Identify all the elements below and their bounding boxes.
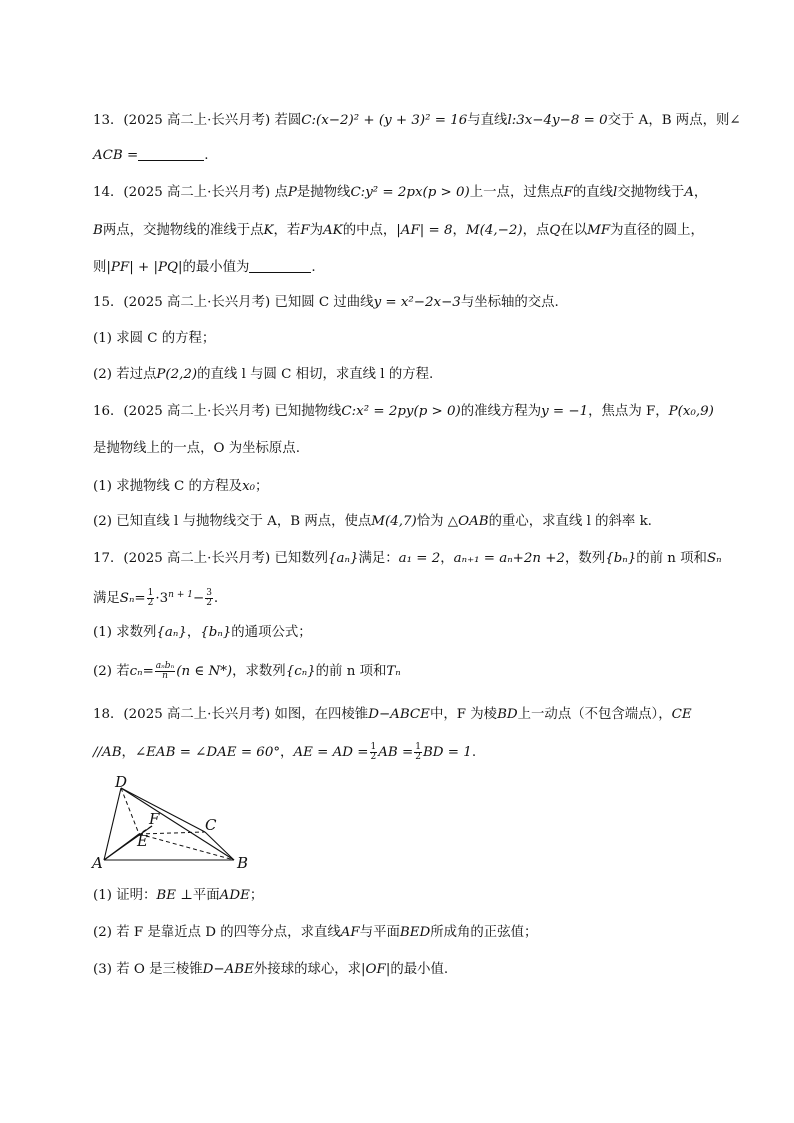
q14-point-b: B — [93, 223, 103, 238]
q16-text: 是抛物线上的一点，O 为坐标原点. — [93, 441, 300, 456]
q17-line2 — [93, 586, 218, 608]
fraction-denominator: 2 — [415, 752, 421, 762]
q17-eq: = — [134, 591, 146, 606]
q15-stem — [93, 294, 559, 312]
q18-plane-ade: ADE — [219, 888, 250, 903]
q18-text: 外接球的球心，求 — [253, 962, 362, 977]
q18-line-af: AF — [340, 925, 360, 940]
q15-text: (2) 若过点 — [93, 367, 157, 382]
q17-a1: a₁ = 2 — [398, 551, 441, 566]
q17-text: 的前 n 项和 — [315, 664, 387, 679]
q16-part2 — [93, 513, 652, 531]
q16-x0: x₀ — [242, 479, 256, 494]
label-c: C — [205, 816, 217, 834]
q17-text: . — [213, 591, 219, 606]
edge-dc — [121, 788, 205, 832]
q18-text: 18．(2025 高二上·长兴月考) 如图，在四棱锥 — [93, 707, 369, 722]
q18-edge-bd: BD — [497, 707, 518, 722]
q16-text: 的重心，求直线 l 的斜率 k. — [488, 514, 652, 529]
fraction-denominator: 2 — [206, 598, 212, 608]
q17-seq-a: {aₙ} — [156, 625, 187, 640]
q18-bd: BD = 1 — [422, 745, 472, 760]
q18-text: ， — [121, 745, 135, 760]
q17-text: 满足 — [93, 591, 120, 606]
fraction-numerator: aₙbₙ — [155, 661, 175, 671]
q14-text: 的最小值为 — [182, 260, 250, 275]
q14-line2 — [93, 222, 704, 240]
q17-recurrence: aₙ₊₁ = aₙ+2n +2 — [453, 551, 566, 566]
q17-part2 — [93, 662, 401, 681]
q14-segment-ak: AK — [323, 223, 343, 238]
q17-text: 的通项公式； — [231, 625, 312, 640]
q14-point-p: P — [287, 185, 297, 200]
q13-line-eq: l:3x−4y−8 = 0 — [507, 113, 608, 128]
q17-text: ，求数列 — [232, 664, 286, 679]
q14-text: ，若 — [273, 223, 301, 238]
q17-cn-fraction — [155, 662, 175, 681]
q18-eq1: AE = AD = — [293, 745, 369, 760]
q13-angle: ACB = — [93, 148, 139, 163]
q18-text: 平面 — [192, 888, 220, 903]
q18-text: ； — [249, 888, 264, 903]
q14-line-l: l — [612, 185, 618, 200]
q14-segment-mf: MF — [587, 223, 611, 238]
q16-text: ； — [255, 479, 269, 494]
q14-point-q: Q — [549, 223, 561, 238]
q18-part2 — [93, 924, 537, 942]
q14-focus-f: F — [300, 223, 310, 238]
q14-text: ， — [693, 185, 708, 200]
q17-text: ， — [186, 625, 201, 640]
q15-text: 与坐标轴的交点. — [460, 295, 559, 310]
q18-text: 中，F 为棱 — [429, 707, 498, 722]
q14-line1 — [93, 184, 707, 202]
q17-sn: Sₙ — [706, 551, 722, 566]
q16-text: (1) 求抛物线 C 的方程及 — [93, 479, 243, 494]
q15-curve-eq: y = x²−2x−3 — [373, 295, 461, 310]
q17-text: (2) 若 — [93, 664, 130, 679]
q17-sn: Sₙ — [119, 591, 135, 606]
q13-prefix: 13．(2025 高二上·长兴月考) 若圆 — [93, 113, 302, 128]
q13-circle-eq: C:(x−2)² + (y + 3)² = 16 — [301, 113, 468, 128]
q18-half-fraction — [414, 743, 422, 762]
q18-text: 的最小值. — [390, 962, 449, 977]
q18-text: . — [471, 745, 477, 760]
q18-text: 上一动点（不包含端点）， — [517, 707, 672, 722]
label-a: A — [92, 854, 103, 872]
q17-seq-b: {bₙ} — [605, 551, 637, 566]
q14-text: 在以 — [560, 223, 588, 238]
q14-point-k: K — [263, 223, 274, 238]
q18-pyramid: D−ABCE — [368, 707, 430, 722]
q15-text: 15．(2025 高二上·长兴月考) 已知圆 C 过曲线 — [93, 295, 374, 310]
edge-de-dashed — [121, 788, 139, 834]
q17-text: ， — [440, 551, 454, 566]
q17-line1 — [93, 550, 722, 568]
q18-text: (2) 若 F 是靠近点 D 的四等分点，求直线 — [93, 925, 341, 940]
q14-text: 的中点， — [342, 223, 397, 238]
q17-text: (1) 求数列 — [93, 625, 157, 640]
q18-ab: AB = — [378, 745, 414, 760]
q14-point-a: A — [684, 185, 694, 200]
label-f: F — [149, 810, 160, 828]
q14-target-expr: |PF| + |PQ| — [106, 260, 183, 275]
q13-line2 — [93, 147, 209, 165]
q16-text: 恰为 △ — [416, 514, 459, 529]
q16-text: 的准线方程为 — [460, 404, 542, 419]
q18-half-fraction — [370, 743, 378, 762]
q14-text: 14．(2025 高二上·长兴月考) 点 — [93, 185, 288, 200]
q17-text: 17．(2025 高二上·长兴月考) 已知数列 — [93, 551, 329, 566]
q18-plane-bed: BED — [399, 925, 431, 940]
q16-triangle-oab: OAB — [458, 514, 489, 529]
q16-line2 — [93, 440, 300, 458]
q15-part1-text: (1) 求圆 C 的方程； — [93, 331, 216, 346]
fraction-numerator: 3 — [206, 588, 212, 598]
q13-end: . — [204, 148, 209, 163]
q14-parabola-eq: C:y² = 2px(p > 0) — [350, 185, 470, 200]
q16-text: ，焦点为 F， — [588, 404, 669, 419]
q18-edge-ce: CE — [671, 707, 692, 722]
q14-af-value: |AF| = 8 — [396, 223, 453, 238]
q17-minus: − — [192, 591, 205, 606]
q14-text: 为直径的圆上， — [610, 223, 704, 238]
q18-part3 — [93, 961, 448, 979]
q18-angles: ∠EAB = ∠DAE = 60° — [134, 745, 281, 760]
q18-pyramid-dabe: D−ABE — [202, 962, 254, 977]
q13-answer-blank — [138, 148, 204, 161]
q17-text: 的前 n 项和 — [636, 551, 707, 566]
q18-parallel: //AB — [93, 745, 122, 760]
fraction-denominator: 2 — [370, 752, 377, 762]
q14-text: ， — [452, 223, 466, 238]
q18-text: ， — [280, 745, 294, 760]
q15-text: 的直线 l 与圆 C 相切，求直线 l 的方程. — [197, 367, 434, 382]
q14-answer-blank — [249, 260, 311, 273]
q18-text: (3) 若 O 是三棱锥 — [93, 962, 203, 977]
edge-cb — [205, 832, 234, 860]
q17-text: 满足： — [358, 551, 399, 566]
q18-part1 — [93, 887, 263, 905]
label-d: D — [115, 774, 128, 791]
q17-cn: cₙ — [129, 664, 143, 679]
pyramid-figure — [88, 774, 258, 874]
q17-power-exp: n + 1 — [168, 590, 193, 600]
q14-text: . — [311, 260, 316, 275]
q17-power-base: 3 — [159, 591, 169, 606]
q14-point-m: M(4,−2) — [465, 223, 523, 238]
q16-point-p: P(x₀,9) — [668, 404, 714, 419]
q17-three-halves — [205, 589, 213, 608]
q17-seq-a: {aₙ} — [328, 551, 359, 566]
label-e: E — [137, 832, 148, 850]
q17-eq: = — [142, 664, 154, 679]
q14-text: 交抛物线于 — [617, 185, 685, 200]
q16-parabola-eq: C:x² = 2py(p > 0) — [341, 404, 461, 419]
q14-text: 的直线 — [572, 185, 613, 200]
q14-line3 — [93, 259, 316, 277]
q16-line1 — [93, 403, 714, 421]
fraction-numerator: 1 — [147, 588, 154, 598]
q14-focus-f: F — [563, 185, 573, 200]
q14-text: 为 — [309, 223, 324, 238]
q18-line1 — [93, 706, 692, 724]
q16-point-m: M(4,7) — [371, 514, 417, 529]
q15-part1 — [93, 330, 215, 348]
q17-text: ，数列 — [565, 551, 606, 566]
q17-condition: (n ∈ N*) — [176, 664, 233, 679]
q16-part1 — [93, 478, 268, 496]
fraction-numerator: 1 — [370, 742, 377, 752]
q16-text: (2) 已知直线 l 与抛物线交于 A，B 两点，使点 — [93, 514, 372, 529]
q14-text: 上一点，过焦点 — [469, 185, 564, 200]
q13-mid: 与直线 — [467, 113, 508, 128]
label-b: B — [237, 854, 249, 872]
q17-tn: Tₙ — [386, 664, 401, 679]
q13-suffix: 交于 A，B 两点，则∠ — [607, 113, 741, 128]
q18-text: (1) 证明： — [93, 888, 157, 903]
q14-text: 两点，交抛物线的准线于点 — [102, 223, 264, 238]
q17-seq-c: {cₙ} — [285, 664, 316, 679]
fraction-numerator: 1 — [415, 742, 421, 752]
q18-be-perp: BE ⊥ — [156, 888, 193, 903]
q13-line1 — [93, 112, 741, 130]
q18-line2 — [93, 743, 476, 762]
q16-text: 16．(2025 高二上·长兴月考) 已知抛物线 — [93, 404, 342, 419]
q18-text: 所成角的正弦值； — [430, 925, 538, 940]
q18-of: |OF| — [361, 962, 391, 977]
q14-text: 是抛物线 — [296, 185, 351, 200]
q17-half-fraction — [147, 589, 155, 608]
q17-seq-b: {bₙ} — [200, 625, 232, 640]
q18-text: 与平面 — [359, 925, 400, 940]
q17-part1 — [93, 624, 312, 642]
q17-dot: · — [155, 591, 160, 606]
q15-point-p: P(2,2) — [156, 367, 198, 382]
q14-text: ，点 — [522, 223, 550, 238]
q16-directrix: y = −1 — [541, 404, 589, 419]
edge-ec-dashed — [139, 832, 205, 834]
fraction-denominator: n — [162, 671, 168, 681]
q15-part2 — [93, 366, 433, 384]
q14-text: 则 — [93, 260, 107, 275]
fraction-denominator: 2 — [147, 598, 154, 608]
